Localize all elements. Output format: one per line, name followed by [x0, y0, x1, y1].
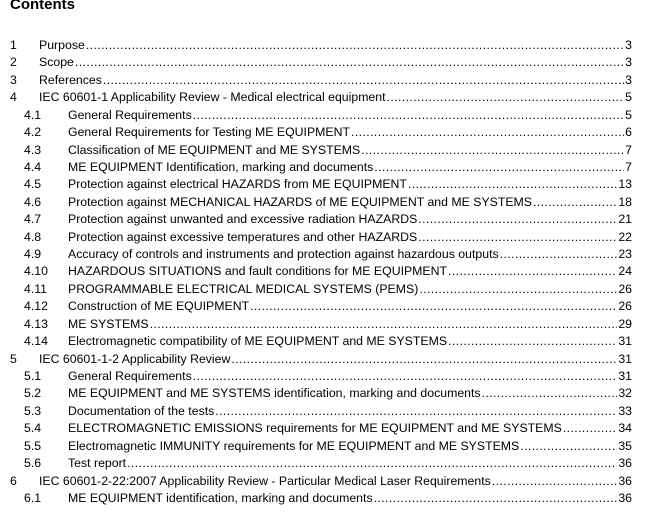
toc-entry-title[interactable]: ME EQUIPMENT identification, marking and documents [68, 490, 373, 505]
toc-entry[interactable] [0, 263, 650, 280]
toc-entry-number: 4.4 [24, 159, 42, 174]
toc-entry-number: 5.5 [24, 438, 42, 453]
toc-entry-page-number: 26 [618, 299, 632, 314]
toc-entry-page-number: 5 [625, 107, 632, 122]
toc-entry-number: 4.6 [24, 194, 42, 209]
toc-entry-number: 1 [10, 38, 17, 52]
toc-entry[interactable] [0, 455, 650, 472]
toc-entry-line [68, 107, 632, 124]
dot-leader [374, 490, 618, 507]
dot-leader [361, 142, 624, 159]
dot-leader [533, 194, 617, 211]
toc-entry-line [68, 490, 632, 507]
toc-entry-page-number: 36 [618, 456, 632, 471]
toc-entry-title[interactable]: References [39, 72, 102, 87]
toc-entry[interactable] [0, 368, 650, 385]
toc-entry-line [68, 281, 632, 298]
dot-leader [418, 229, 617, 246]
toc-entry-number: 6.1 [24, 490, 42, 505]
toc-entry-number: 4 [10, 90, 17, 105]
toc-entry-line [68, 420, 632, 437]
toc-entry-page-number: 22 [618, 229, 632, 244]
dot-leader [408, 176, 617, 193]
toc-entry-page-number: 31 [618, 334, 632, 349]
toc-entry-title[interactable]: Electromagnetic compatibility of ME EQUIPMENT and ME SYSTEMS [68, 334, 448, 349]
toc-entry-number: 4.12 [24, 299, 48, 314]
toc-entry-title[interactable]: Accuracy of controls and instruments and protection against hazardous outputs [68, 247, 499, 262]
toc-entry-line [68, 368, 632, 385]
toc-entry-number: 4.3 [24, 142, 42, 157]
toc-entry[interactable] [0, 473, 650, 490]
toc-entry-number: 6 [10, 473, 17, 488]
toc-entry[interactable] [0, 403, 650, 420]
toc-entry[interactable] [0, 351, 650, 368]
toc-entry-line [68, 333, 632, 350]
toc-entry-number: 4.1 [24, 107, 42, 122]
toc-entry-line [68, 316, 632, 333]
toc-entry-line [68, 298, 632, 315]
toc-entry-number: 5.6 [24, 456, 42, 471]
toc-entry-title[interactable]: Protection against MECHANICAL HAZARDS of ME EQUIPMENT and ME SYSTEMS [68, 194, 533, 209]
toc-entry-number: 4.14 [24, 334, 48, 349]
toc-entry-line [39, 89, 632, 106]
dot-leader [86, 37, 624, 54]
toc-entry-page-number: 33 [618, 403, 632, 418]
toc-entry-page-number: 5 [625, 90, 632, 105]
toc-entry[interactable] [0, 298, 650, 315]
toc-entry-title[interactable]: Protection against electrical HAZARDS from ME EQUIPMENT [68, 177, 407, 192]
toc-entry[interactable] [0, 316, 650, 333]
toc-entry[interactable] [0, 124, 650, 141]
toc-entry[interactable] [0, 89, 650, 106]
toc-entry[interactable] [0, 176, 650, 193]
toc-entry-title[interactable]: IEC 60601-1-2 Applicability Review [39, 351, 231, 366]
toc-entry-page-number: 7 [625, 159, 632, 174]
toc-entry[interactable] [0, 385, 650, 402]
toc-entry-number: 2 [10, 55, 17, 70]
toc-entry-page-number: 36 [618, 473, 632, 488]
dot-leader [150, 316, 618, 333]
toc-entry-title[interactable]: ME SYSTEMS [68, 316, 149, 331]
toc-entry[interactable] [0, 107, 650, 124]
toc-entry-title[interactable]: Electromagnetic IMMUNITY requirements for ME EQUIPMENT and ME SYSTEMS [68, 438, 520, 453]
toc-entry-number: 5.1 [24, 369, 42, 384]
toc-entry-line [68, 438, 632, 455]
toc-entry[interactable] [0, 420, 650, 437]
toc-heading: Contents [10, 0, 75, 13]
toc-entry-page-number: 31 [618, 351, 632, 366]
dot-leader [193, 368, 618, 385]
dot-leader [231, 351, 617, 368]
toc-entry-page-number: 6 [625, 125, 632, 140]
toc-entry-number: 4.7 [24, 212, 42, 227]
toc-entry-page-number: 31 [618, 369, 632, 384]
toc-entry-number: 4.13 [24, 316, 48, 331]
dot-leader [215, 403, 617, 420]
toc-entry-page-number: 13 [618, 177, 632, 192]
toc-entry-title[interactable]: HAZARDOUS SITUATIONS and fault conditions for ME EQUIPMENT [68, 264, 448, 279]
toc-entry-title[interactable]: Test report [68, 456, 127, 471]
toc-entry-title[interactable]: Protection against excessive temperatures and other HAZARDS [68, 229, 418, 244]
toc-entry-title[interactable]: IEC 60601-2-22:2007 Applicability Review - Particular Medical Laser Requirements [39, 473, 491, 488]
toc-entry-page-number: 23 [618, 247, 632, 262]
toc-entry[interactable] [0, 211, 650, 228]
toc-entry-title[interactable]: Protection against unwanted and excessive radiation HAZARDS [68, 212, 418, 227]
toc-entry-line [39, 473, 632, 490]
toc-entry-number: 4.8 [24, 229, 42, 244]
dot-leader [250, 298, 617, 315]
toc-entry-page-number: 26 [618, 281, 632, 296]
dot-leader [419, 281, 617, 298]
toc-entry-title[interactable]: ME EQUIPMENT and ME SYSTEMS identification, marking and documents [68, 386, 481, 401]
toc-entry-title[interactable]: General Requirements [68, 369, 192, 384]
toc-entry-number: 4.10 [24, 264, 48, 279]
toc-entry-line [68, 229, 632, 246]
toc-entry-line [68, 176, 632, 193]
toc-entry[interactable] [0, 37, 650, 54]
toc-entry[interactable] [0, 333, 650, 350]
toc-entry-line [68, 263, 632, 280]
toc-entry-number: 4.5 [24, 177, 42, 192]
toc-entry-title[interactable]: Purpose [39, 38, 85, 52]
toc-entry-line [68, 142, 632, 159]
toc-entry-title[interactable]: Classification of ME EQUIPMENT and ME SYSTEMS [68, 142, 361, 157]
toc-entry-title[interactable]: Scope [39, 55, 74, 70]
toc-entry-page-number: 18 [618, 194, 632, 209]
toc-entry[interactable] [0, 159, 650, 176]
toc-entry-number: 4.9 [24, 247, 42, 262]
toc-entry-line [68, 124, 632, 141]
dot-leader [492, 473, 618, 490]
toc-entry-number: 4.11 [24, 281, 48, 296]
dot-leader [387, 89, 625, 106]
toc-entry-number: 4.2 [24, 125, 42, 140]
toc-entry-line [68, 403, 632, 420]
dot-leader [563, 420, 618, 437]
toc-entry-line [68, 455, 632, 472]
toc-entry-page-number: 24 [618, 264, 632, 279]
toc-entry-title[interactable]: IEC 60601-1 Applicability Review - Medical electrical equipment [39, 90, 386, 105]
toc-entry[interactable] [0, 142, 650, 159]
toc-entry-page-number: 35 [618, 438, 632, 453]
toc-entry-page-number: 3 [625, 38, 632, 52]
dot-leader [520, 438, 617, 455]
toc-entry-page-number: 34 [618, 421, 632, 436]
dot-leader [193, 107, 624, 124]
toc-entry-title[interactable]: General Requirements for Testing ME EQUIPMENT [68, 125, 351, 140]
toc-entry-page-number: 7 [625, 142, 632, 157]
dot-leader [448, 263, 617, 280]
dot-leader [418, 211, 617, 228]
toc-entry-line [39, 351, 632, 368]
dot-leader [351, 124, 624, 141]
toc-entry-line [68, 194, 632, 211]
toc-entry-page-number: 29 [618, 316, 632, 331]
toc-entry-page-number: 21 [618, 212, 632, 227]
toc-entry[interactable] [0, 246, 650, 263]
dot-leader [75, 54, 624, 71]
dot-leader [482, 385, 618, 402]
dot-leader [448, 333, 617, 350]
toc-entry-number: 5.4 [24, 421, 42, 436]
dot-leader [374, 159, 624, 176]
toc-entry-number: 3 [10, 72, 17, 87]
toc-entry[interactable] [0, 281, 650, 298]
toc-entry-title[interactable]: ME EQUIPMENT Identification, marking and documents [68, 159, 374, 174]
toc-entry[interactable] [0, 490, 650, 507]
table-of-contents [0, 37, 650, 507]
toc-entry-title[interactable]: Construction of ME EQUIPMENT [68, 299, 250, 314]
toc-entry-title[interactable]: ELECTROMAGNETIC EMISSIONS requirements for ME EQUIPMENT and ME SYSTEMS [68, 421, 562, 436]
toc-entry-title[interactable]: General Requirements [68, 107, 192, 122]
toc-entry-page-number: 3 [625, 55, 632, 70]
toc-entry-title[interactable]: PROGRAMMABLE ELECTRICAL MEDICAL SYSTEMS (PEMS) [68, 281, 419, 296]
toc-entry-line [68, 159, 632, 176]
toc-entry-line [68, 211, 632, 228]
toc-entry[interactable] [0, 194, 650, 211]
toc-entry-line [68, 246, 632, 263]
toc-entry[interactable] [0, 229, 650, 246]
toc-entry-line [39, 37, 632, 54]
toc-entry-title[interactable]: Documentation of the tests [68, 403, 215, 418]
toc-entry-page-number: 32 [618, 386, 632, 401]
dot-leader [103, 72, 624, 89]
toc-entry-number: 5.2 [24, 386, 42, 401]
dot-leader [500, 246, 618, 263]
toc-entry-page-number: 3 [625, 72, 632, 87]
toc-entry-line [39, 54, 632, 71]
toc-entry-number: 5 [10, 351, 17, 366]
dot-leader [127, 455, 617, 472]
toc-entry-line [39, 72, 632, 89]
toc-entry-number: 5.3 [24, 403, 42, 418]
toc-entry-page-number: 36 [618, 490, 632, 505]
toc-entry-line [68, 385, 632, 402]
toc-entry[interactable] [0, 72, 650, 89]
toc-entry[interactable] [0, 54, 650, 71]
toc-entry[interactable] [0, 438, 650, 455]
